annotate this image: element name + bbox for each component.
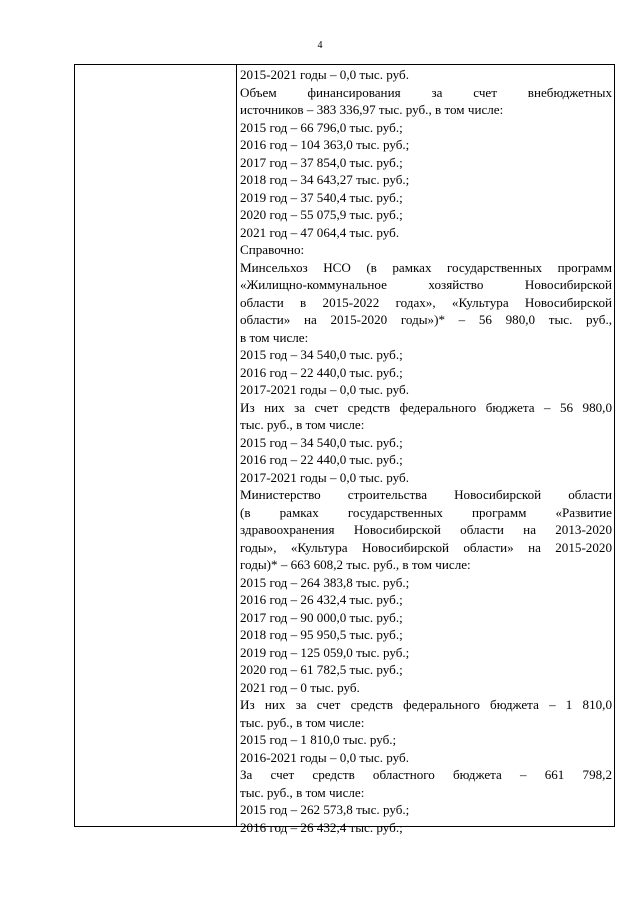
- text-line: 2015-2021 годы – 0,0 тыс. руб.: [240, 67, 409, 82]
- text-line: «Жилищно-коммунальное хозяйство Новосибирской: [240, 277, 612, 292]
- text-line: 2021 год – 47 064,4 тыс. руб.: [240, 224, 400, 240]
- text-line: 2019 год – 37 540,4 тыс. руб.;: [240, 189, 403, 205]
- text-line: 2016 год – 104 363,0 тыс. руб.;: [240, 137, 410, 152]
- financing-table: [74, 64, 615, 835]
- text-line: 2015 год – 34 540,0 тыс. руб.;: [240, 347, 403, 362]
- text-line: 2016 год – 22 440,0 тыс. руб.;: [240, 364, 403, 380]
- text-line: 2020 год – 55 075,9 тыс. руб.;: [240, 207, 403, 222]
- text-line: Из них за счет средств федерального бюджета – 56 980,0: [240, 399, 612, 415]
- text-line: 2016-2021 годы – 0,0 тыс. руб.: [240, 749, 409, 765]
- text-line: 2015 год – 1 810,0 тыс. руб.;: [240, 732, 397, 747]
- text-line: Из них за счет средств федерального бюджета – 1 810,0: [240, 697, 612, 712]
- table-right-column: [240, 66, 612, 836]
- text-line: области» на 2015-2020 годы»)* – 56 980,0 тыс. руб.,: [240, 312, 612, 327]
- text-line: годы», «Культура Новосибирской области» на 2015-2020: [240, 539, 612, 555]
- text-line: 2015 год – 262 573,8 тыс. руб.;: [240, 802, 410, 817]
- text-line: 2016 год – 26 432,4 тыс. руб.;: [240, 819, 403, 835]
- table-left-column: [75, 65, 237, 826]
- text-line: 2018 год – 95 950,5 тыс. руб.;: [240, 627, 403, 642]
- text-line: (в рамках государственных программ «Развитие: [240, 504, 612, 520]
- text-line: Справочно:: [240, 242, 305, 257]
- text-line: тыс. руб., в том числе:: [240, 417, 365, 432]
- text-line: 2015 год – 264 383,8 тыс. руб.;: [240, 574, 410, 590]
- text-line: 2021 год – 0 тыс. руб.: [240, 679, 360, 695]
- text-line: тыс. руб., в том числе:: [240, 714, 365, 730]
- text-line: Министерство строительства Новосибирской области: [240, 487, 612, 502]
- text-line: 2015 год – 66 796,0 тыс. руб.;: [240, 119, 403, 135]
- text-line: 2017 год – 90 000,0 тыс. руб.;: [240, 609, 403, 625]
- text-line: 2017 год – 37 854,0 тыс. руб.;: [240, 154, 403, 170]
- text-line: годы)* – 663 608,2 тыс. руб., в том числе:: [240, 557, 471, 572]
- text-line: 2018 год – 34 643,27 тыс. руб.;: [240, 172, 410, 187]
- text-line: Объем финансирования за счет внебюджетных: [240, 84, 612, 100]
- text-line: 2019 год – 125 059,0 тыс. руб.;: [240, 644, 410, 660]
- text-line: За счет средств областного бюджета – 661 798,2: [240, 767, 612, 782]
- text-line: источников – 383 336,97 тыс. руб., в том числе:: [240, 102, 504, 117]
- text-line: 2015 год – 34 540,0 тыс. руб.;: [240, 434, 403, 450]
- text-line: здравоохранения Новосибирской области на 2013-2020: [240, 522, 612, 537]
- text-line: 2017-2021 годы – 0,0 тыс. руб.: [240, 382, 409, 397]
- text-line: 2016 год – 22 440,0 тыс. руб.;: [240, 452, 403, 467]
- text-line: области в 2015-2022 годах», «Культура Новосибирской: [240, 294, 612, 310]
- text-line: 2017-2021 годы – 0,0 тыс. руб.: [240, 469, 409, 485]
- text-line: в том числе:: [240, 329, 309, 345]
- text-line: 2020 год – 61 782,5 тыс. руб.;: [240, 662, 403, 677]
- text-line: тыс. руб., в том числе:: [240, 784, 365, 800]
- text-line: Минсельхоз НСО (в рамках государственных программ: [240, 259, 612, 275]
- page-number: 4: [317, 40, 323, 51]
- text-line: 2016 год – 26 432,4 тыс. руб.;: [240, 592, 403, 607]
